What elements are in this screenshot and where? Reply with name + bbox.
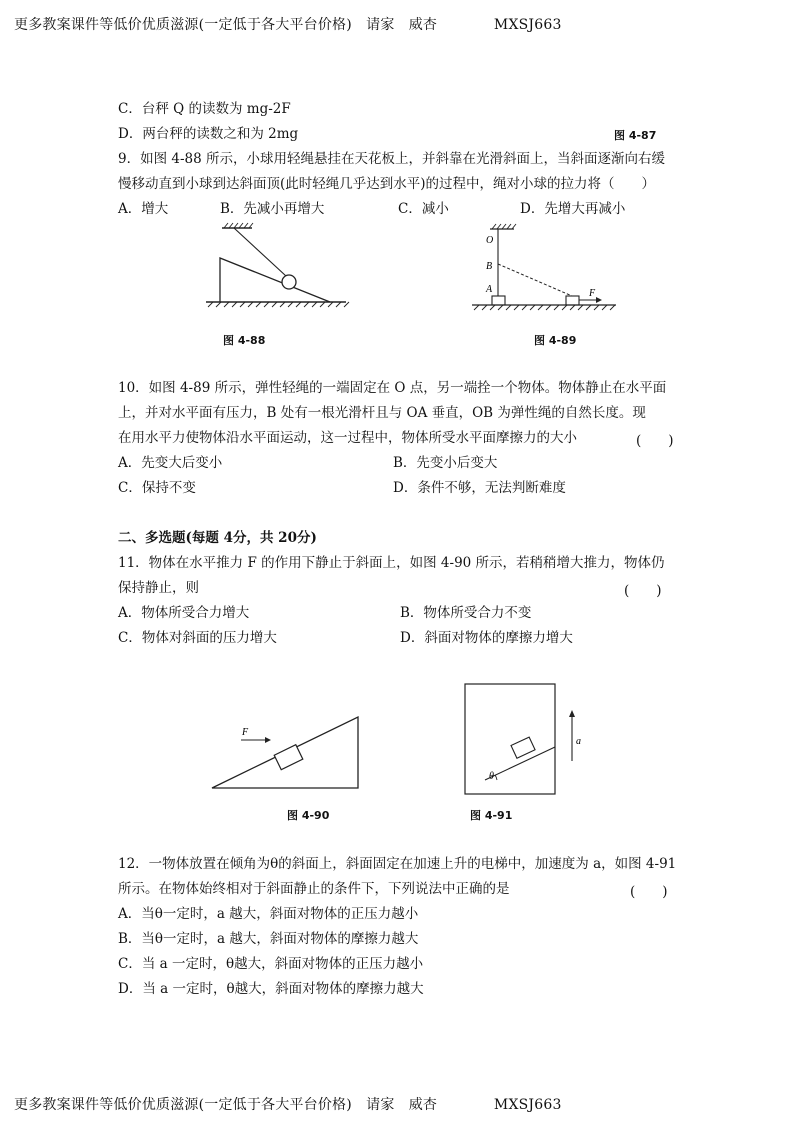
q10-option-a: A．先变大后变小 <box>118 455 223 471</box>
q8-option-d: D．两台秤的读数之和为 2mg <box>118 126 299 142</box>
q11-option-c: C．物体对斜面的压力增大 <box>118 630 277 646</box>
label-o: O <box>486 235 494 246</box>
label-b: B <box>486 261 493 272</box>
q11-stem-line1: 11．物体在水平推力 F 的作用下静止于斜面上，如图 4-90 所示，若稍稍增大推力，物体仍 <box>118 555 665 571</box>
q12-stem-line1: 12．一物体放置在倾角为θ的斜面上，斜面固定在加速上升的电梯中，加速度为 a，如图 4-91 <box>118 856 677 872</box>
ball <box>282 275 296 289</box>
elevator-box <box>465 684 555 794</box>
fig-4-90-caption: 图 4-90 <box>287 809 330 822</box>
q10-stem-line1: 10．如图 4-89 所示，弹性轻绳的一端固定在 O 点，另一端拴一个物体。物体静止在水平面 <box>118 380 667 396</box>
q10-option-b: B．先变小后变大 <box>393 455 498 471</box>
q10-stem-line3: 在用水平力使物体沿水平面运动，这一过程中，物体所受水平面摩擦力的大小 <box>118 430 577 446</box>
label-theta: θ <box>489 771 494 782</box>
q10-option-c: C．保持不变 <box>118 480 196 496</box>
fig-4-91-caption: 图 4-91 <box>470 809 513 822</box>
page-header: 更多教案课件等低价优质滋源(一定低于各大平台价格) 请家 威杏 MXSJ663 <box>14 17 562 33</box>
label-a: A <box>486 284 493 295</box>
q10-stem-line2: 上，并对水平面有压力，B 处有一根光滑杆且与 OA 垂直，OB 为弹性绳的自然长度。现 <box>118 405 646 421</box>
q9-option-a: A．增大 <box>118 201 169 217</box>
q9-stem-line2: 慢移动直到小球到达斜面顶(此时轻绳几乎达到水平)的过程中，绳对小球的拉力将（ ） <box>118 176 656 192</box>
fig-4-90-diagram <box>205 712 365 797</box>
q10-answer-blank: ( ) <box>636 433 674 449</box>
q12-option-c: C．当 a 一定时，θ越大，斜面对物体的正压力越小 <box>118 956 424 972</box>
q9-option-b: B．先减小再增大 <box>220 201 325 217</box>
fig-4-91-diagram <box>464 683 594 798</box>
q9-option-d: D．先增大再减小 <box>520 201 626 217</box>
q11-option-d: D．斜面对物体的摩擦力增大 <box>400 630 573 646</box>
block-moved <box>566 296 579 305</box>
q11-option-a: A．物体所受合力增大 <box>118 605 250 621</box>
q12-answer-blank: ( ) <box>630 884 668 900</box>
fig-4-89-caption: 图 4-89 <box>534 334 577 347</box>
section-2-title: 二、多选题(每题 4分，共 20分) <box>118 530 317 546</box>
q9-option-c: C．减小 <box>398 201 449 217</box>
fig-4-88-diagram <box>200 222 360 322</box>
page-footer: 更多教案课件等低价优质滋源(一定低于各大平台价格) 请家 威杏 MXSJ663 <box>14 1097 562 1113</box>
q11-option-b: B．物体所受合力不变 <box>400 605 532 621</box>
q12-option-d: D．当 a 一定时，θ越大，斜面对物体的摩擦力越大 <box>118 981 424 997</box>
block <box>511 737 535 758</box>
fig-4-88-caption: 图 4-88 <box>223 334 266 347</box>
q12-stem-line2: 所示。在物体始终相对于斜面静止的条件下，下列说法中正确的是 <box>118 881 510 897</box>
fig-4-89-diagram <box>470 224 620 319</box>
q9-stem-line1: 9．如图 4-88 所示，小球用轻绳悬挂在天花板上，并斜靠在光滑斜面上，当斜面逐渐向右缓 <box>118 151 665 167</box>
q11-answer-blank: ( ) <box>624 583 662 599</box>
q8-option-c: C．台秤 Q 的读数为 mg-2F <box>118 101 291 117</box>
fig-4-87-caption: 图 4-87 <box>614 129 657 142</box>
q12-option-a: A．当θ一定时，a 越大，斜面对物体的正压力越小 <box>118 906 419 922</box>
block <box>274 745 303 770</box>
q10-option-d: D．条件不够，无法判断难度 <box>393 480 566 496</box>
label-f: F <box>589 288 596 299</box>
q11-stem-line2: 保持静止，则 <box>118 580 199 596</box>
label-f: F <box>242 727 249 738</box>
block-a <box>492 296 505 305</box>
label-a: a <box>576 736 581 747</box>
q12-option-b: B．当θ一定时，a 越大，斜面对物体的摩擦力越大 <box>118 931 419 947</box>
